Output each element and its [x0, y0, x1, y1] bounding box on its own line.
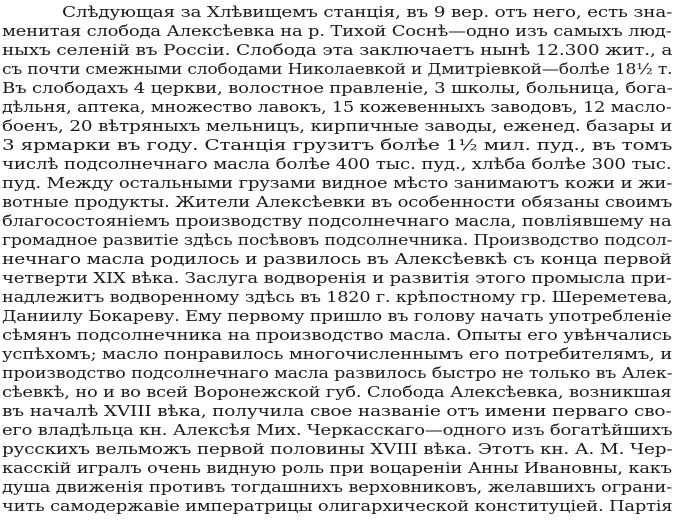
text-line-13: громадное развитіе здѣсь посѣвовъ подсолнечника. Производство подсол- — [2, 231, 673, 249]
text-line-9: числѣ подсолнечнаго масла болѣе 400 тыс. пуд., хлѣба болѣе 300 тыс. — [2, 155, 672, 173]
text-line-21: сѣевкѣ, но и во всей Воронежской губ. Слобода Алексѣевка, возникшая — [2, 383, 672, 401]
text-line-7: боенъ, 20 вѣтряныхъ мельницъ, кирпичные заводы, еженед. базары и — [2, 117, 673, 135]
text-line-1: Слѣдующая за Хлѣвищемъ станція, въ 9 вер. отъ него, есть зна- — [62, 3, 673, 21]
text-line-27: чить самодержавіе императрицы олигархической конституціей. Партія — [2, 497, 673, 515]
text-line-2: менитая слобода Алексѣевка на р. Тихой Соснѣ—одно изъ самыхъ люд- — [2, 22, 672, 40]
text-line-16: надлежитъ водворенному здѣсь въ 1820 г. крѣпостному гр. Шереметева, — [2, 288, 673, 306]
text-line-23: его владѣльца кн. Алексѣя Мих. Черкасскаго—одного изъ богатѣйшихъ — [2, 421, 673, 439]
text-line-25: касскій игралъ очень видную роль при воцареніи Анны Ивановны, какъ — [2, 459, 672, 477]
text-line-8: 3 ярмарки въ году. Станція грузитъ болѣе 1½ мил. пуд., въ томъ — [2, 136, 673, 154]
text-line-5: Въ слободахъ 4 церкви, волостное правленіе, 3 школы, больница, бога- — [2, 79, 673, 97]
text-line-14: нечнаго масла родилось и развилось въ Алексѣевкѣ съ конца первой — [2, 250, 672, 268]
text-line-20: производство подсолнечнаго масла развилось быстро не только въ Алек- — [2, 364, 673, 382]
text-line-18: сѣмянъ подсолнечника на производство масла. Опыты его увѣнчались — [2, 326, 672, 344]
text-line-10: пуд. Между остальными грузами видное мѣсто занимаютъ кожи и жи- — [2, 174, 673, 192]
text-line-12: благосостояніемъ производству подсолнечнаго масла, повлiявшему на — [2, 212, 672, 230]
text-line-6: дѣльня, аптека, множество лавокъ, 15 кожевенныхъ заводовъ, 12 масло- — [2, 98, 672, 116]
text-line-17: Даниилу Бокареву. Ему первому пришло въ голову начать употребленіе — [2, 307, 672, 325]
text-line-24: русскихъ вельможъ первой половины XVIII вѣка. Этотъ кн. А. М. Чер- — [2, 440, 673, 458]
text-line-11: вотные продукты. Жители Алексѣевки въ особенности обязаны своимъ — [2, 193, 673, 211]
text-line-15: четверти XIX вѣка. Заслуга водворенія и развитія этого промысла при- — [2, 269, 672, 287]
text-line-26: душа движенія противъ тогдашнихъ верховниковъ, желавшихъ ограни- — [2, 478, 672, 496]
text-line-3: ныхъ селеній въ Россіи. Слобода эта заключаетъ нынѣ 12.300 жит., а — [2, 41, 673, 59]
text-line-19: успѣхомъ; масло понравилось многочисленнымъ его потребителямъ, и — [2, 345, 673, 363]
text-line-22: въ началѣ XVIII вѣка, получила свое названіе отъ имени перваго сво- — [2, 402, 672, 420]
text-line-4: съ почти смежными слободами Николаевкой и Дмитріевкой—болѣе 18½ т. — [2, 60, 673, 78]
